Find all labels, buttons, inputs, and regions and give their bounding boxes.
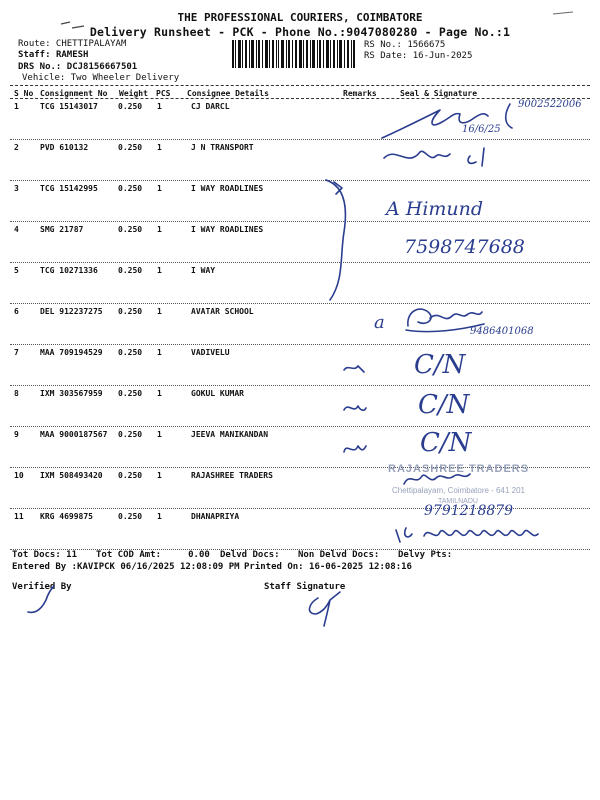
signature-row10 <box>400 466 480 492</box>
row-sno: 7 <box>14 348 19 357</box>
col-sno: S No <box>14 89 34 98</box>
col-consignee: Consignee Details <box>187 89 269 98</box>
row-weight: 0.250 <box>118 225 143 234</box>
row-pcs: 1 <box>157 430 162 439</box>
route-label: Route: CHETTIPALAYAM <box>18 39 127 49</box>
scribble-mark <box>58 16 88 36</box>
tot-docs: Tot Docs: 11 <box>12 550 78 560</box>
row-consignee: I WAY <box>191 266 216 275</box>
staff-line <box>18 50 88 60</box>
r1-date: 16/6/25 <box>462 124 501 135</box>
table-row <box>10 180 590 222</box>
remark-mark-8 <box>340 398 370 420</box>
row-sno: 1 <box>14 102 19 111</box>
row-pcs: 1 <box>157 266 162 275</box>
row-pcs: 1 <box>157 307 162 316</box>
row-weight: 0.250 <box>118 348 143 357</box>
table-row <box>10 426 590 468</box>
staff-label: Staff: <box>18 50 56 60</box>
col-consignment: Consignment No <box>40 89 108 98</box>
row-pcs: 1 <box>157 143 162 152</box>
row-sno: 10 <box>14 471 24 480</box>
row-consignment-no: KRG 4699875 <box>40 512 93 521</box>
row-sno: 3 <box>14 184 19 193</box>
row-sno: 9 <box>14 430 19 439</box>
row-consignment-no: IXM 303567959 <box>40 389 103 398</box>
col-remarks: Remarks <box>343 89 377 98</box>
table-row <box>10 385 590 427</box>
delvy-pts: Delvy Pts: <box>398 550 453 560</box>
table-row <box>10 344 590 386</box>
col-weight: Weight <box>119 89 148 98</box>
row-pcs: 1 <box>157 348 162 357</box>
stamp-state: TAMILNADU <box>438 498 478 505</box>
stamp-address: Chettipalayam, Coimbatore - 641 201 <box>392 486 525 495</box>
col-pcs: PCS <box>156 89 171 98</box>
verified-signature <box>24 584 64 620</box>
r4-name: A Himund <box>386 198 484 220</box>
staff-name: RAMESH <box>55 50 89 60</box>
row-consignee: GOKUL KUMAR <box>191 389 244 398</box>
row-consignment-no: PVD 610132 <box>40 143 89 152</box>
printed-on: Printed On: 16-06-2025 12:08:16 <box>244 562 412 572</box>
row-sno: 8 <box>14 389 19 398</box>
row-weight: 0.250 <box>118 102 143 111</box>
row-consignment-no: IXM 508493420 <box>40 471 103 480</box>
drs-label: DRS No.: <box>18 62 67 72</box>
row-consignee: I WAY ROADLINES <box>191 225 264 234</box>
row-pcs: 1 <box>157 389 162 398</box>
entered-by: Entered By :KAVIPCK 06/16/2025 12:08:09 PM <box>12 562 240 572</box>
r8-cn: C/N <box>418 390 470 420</box>
corner-mark <box>548 4 578 24</box>
remark-mark-9 <box>340 438 370 460</box>
row-consignment-no: DEL 912237275 <box>40 307 103 316</box>
row-consignee: CJ DARCL <box>191 102 230 111</box>
verified-by-label: Verified By <box>12 582 72 592</box>
vehicle-label: Vehicle: Two Wheeler Delivery <box>22 73 180 83</box>
runsheet-subtitle: Delivery Runsheet - PCK - Phone No.:9047080280 - Page No.:1 <box>89 25 511 39</box>
header-top-rule <box>10 85 590 86</box>
bracket-rows-3-5 <box>318 176 358 306</box>
row-consignee: JEEVA MANIKANDAN <box>191 430 269 439</box>
row-consignment-no: SMG 21787 <box>40 225 84 234</box>
drs-line <box>18 62 137 72</box>
row-consignee: AVATAR SCHOOL <box>191 307 254 316</box>
barcode <box>232 40 356 68</box>
delvd-docs: Delvd Docs: <box>220 550 280 560</box>
non-delvd-docs: Non Delvd Docs: <box>298 550 380 560</box>
row-weight: 0.250 <box>118 471 143 480</box>
stamp-name: RAJASHREE TRADERS <box>388 463 530 475</box>
r11-phone: 9791218879 <box>424 503 514 519</box>
tot-cod: Tot COD Amt: 0.00 <box>96 550 210 560</box>
r6-letter: a <box>374 312 385 333</box>
row-weight: 0.250 <box>118 512 143 521</box>
row-weight: 0.250 <box>118 430 143 439</box>
drs-number: DCJ8156667501 <box>66 62 138 72</box>
staff-signature-label: Staff Signature <box>264 582 346 592</box>
table-row <box>10 262 590 304</box>
r6-phone: 9486401068 <box>470 326 534 337</box>
row-pcs: 1 <box>157 512 162 521</box>
r9-cn: C/N <box>420 428 472 458</box>
row-pcs: 1 <box>157 102 162 111</box>
remark-mark-7 <box>340 358 370 378</box>
staff-signature <box>300 590 350 630</box>
row-consignee: DHANAPRIYA <box>191 512 240 521</box>
row-pcs: 1 <box>157 225 162 234</box>
table-row <box>10 303 590 345</box>
row-weight: 0.250 <box>118 184 143 193</box>
signature-row2 <box>380 138 520 178</box>
r4-phone: 7598747688 <box>404 236 525 258</box>
signature-row11 <box>392 520 552 548</box>
row-consignee: J N TRANSPORT <box>191 143 254 152</box>
row-sno: 2 <box>14 143 19 152</box>
row-consignment-no: TCG 10271336 <box>40 266 98 275</box>
row-consignment-no: MAA 9000187567 <box>40 430 108 439</box>
row-weight: 0.250 <box>118 143 143 152</box>
rs-number: RS No.: 1566675 <box>364 40 446 50</box>
row-pcs: 1 <box>157 184 162 193</box>
row-consignment-no: TCG 15143017 <box>40 102 98 111</box>
row-consignee: VADIVELU <box>191 348 230 357</box>
row-sno: 4 <box>14 225 19 234</box>
company-title: THE PROFESSIONAL COURIERS, COIMBATORE <box>177 11 423 24</box>
r1-phone: 9002522006 <box>518 99 582 110</box>
row-weight: 0.250 <box>118 389 143 398</box>
row-sno: 5 <box>14 266 19 275</box>
row-weight: 0.250 <box>118 266 143 275</box>
row-weight: 0.250 <box>118 307 143 316</box>
r7-cn: C/N <box>414 350 466 380</box>
row-sno: 6 <box>14 307 19 316</box>
row-sno: 11 <box>14 512 24 521</box>
row-pcs: 1 <box>157 471 162 480</box>
row-consignment-no: MAA 709194529 <box>40 348 103 357</box>
col-signature: Seal & Signature <box>400 89 478 98</box>
row-consignee: RAJASHREE TRADERS <box>191 471 273 480</box>
row-consignment-no: TCG 15142995 <box>40 184 98 193</box>
row-consignee: I WAY ROADLINES <box>191 184 264 193</box>
rs-date: RS Date: 16-Jun-2025 <box>364 51 473 61</box>
